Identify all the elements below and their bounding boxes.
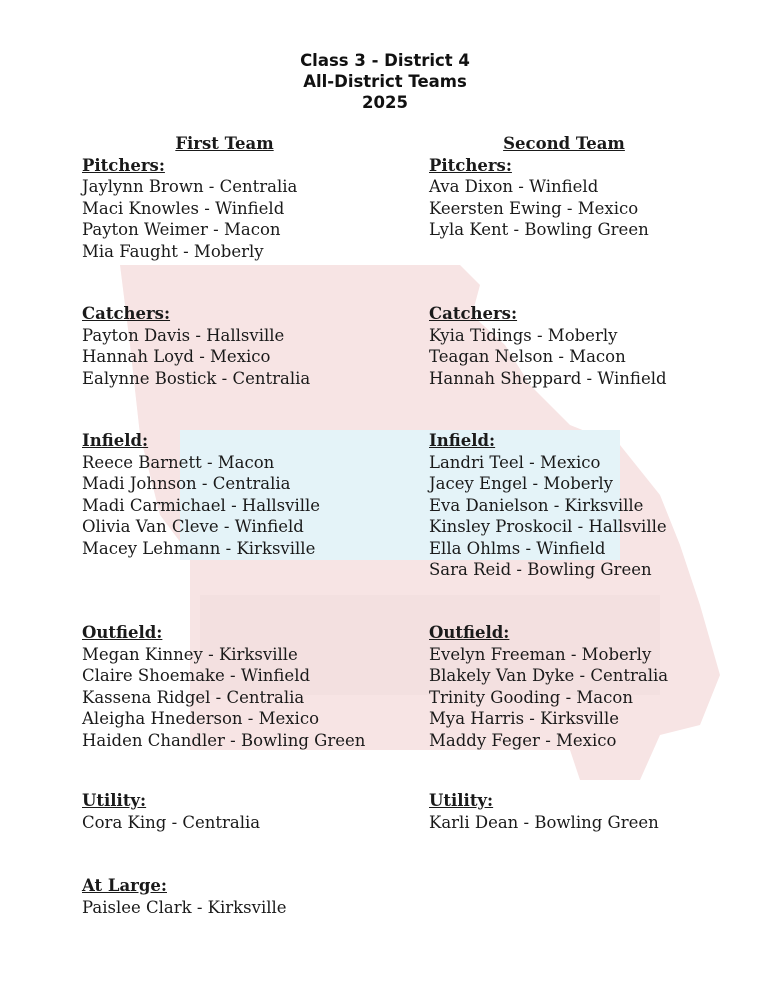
player-entry: Hannah Loyd - Mexico — [82, 347, 271, 366]
title-line-all-district: All-District Teams — [303, 72, 467, 91]
player-entry: Cora King - Centralia — [82, 812, 261, 832]
first-team-catchers — [82, 303, 310, 389]
player-entry: Evelyn Freeman - Moberly — [429, 644, 652, 664]
player-entry: Haiden Chandler - Bowling Green — [82, 730, 366, 750]
section-heading: Pitchers: — [82, 155, 165, 175]
player-entry: Teagan Nelson - Macon — [429, 347, 626, 366]
player-entry: Landri Teel - Mexico — [429, 452, 601, 472]
section-heading: Utility: — [82, 791, 147, 810]
section-heading: Utility: — [429, 791, 494, 810]
player-entry: Lyla Kent - Bowling Green — [429, 220, 649, 239]
player-entry: Olivia Van Cleve - Winfield — [82, 517, 304, 536]
second-team-outfield — [429, 622, 668, 751]
second-team-infield — [429, 430, 667, 581]
player-entry: Eva Danielson - Kirksville — [429, 495, 644, 515]
title-line-class-district: Class 3 - District 4 — [300, 51, 470, 70]
section-heading: Infield: — [82, 431, 149, 450]
player-entry: Kassena Ridgel - Centralia — [82, 687, 305, 707]
first-team-utility — [82, 790, 260, 833]
player-entry: Hannah Sheppard - Winfield — [429, 368, 667, 388]
first-team-at-large — [82, 875, 287, 918]
player-entry: Blakely Van Dyke - Centralia — [429, 666, 669, 685]
player-entry: Maddy Feger - Mexico — [429, 730, 617, 750]
player-entry: Kinsley Proskocil - Hallsville — [429, 517, 667, 536]
player-entry: Keersten Ewing - Mexico — [429, 198, 639, 218]
first-team-pitchers — [82, 155, 297, 263]
second-team-pitchers — [429, 155, 649, 241]
player-entry: Trinity Gooding - Macon — [429, 687, 633, 707]
player-entry: Karli Dean - Bowling Green — [429, 812, 659, 832]
first-team-column — [82, 133, 412, 917]
second-team-column — [429, 133, 749, 832]
player-entry: Sara Reid - Bowling Green — [429, 560, 652, 579]
title-line-year: 2025 — [362, 93, 408, 112]
player-entry: Paislee Clark - Kirksville — [82, 897, 287, 917]
player-entry: Ava Dixon - Winfield — [429, 177, 599, 196]
player-entry: Mya Harris - Kirksville — [429, 709, 619, 728]
player-entry: Aleigha Hnederson - Mexico — [82, 709, 320, 728]
section-heading: Outfield: — [429, 623, 510, 642]
section-heading: Catchers: — [82, 304, 171, 323]
second-team-catchers — [429, 303, 667, 389]
player-entry: Ealynne Bostick - Centralia — [82, 368, 311, 388]
section-heading: At Large: — [82, 876, 167, 895]
player-entry: Reece Barnett - Macon — [82, 452, 275, 472]
player-entry: Mia Faught - Moberly — [82, 241, 264, 261]
section-heading: Infield: — [429, 431, 496, 450]
player-entry: Jaylynn Brown - Centralia — [82, 177, 298, 196]
player-entry: Claire Shoemake - Winfield — [82, 666, 311, 685]
player-entry: Jacey Engel - Moberly — [429, 474, 614, 493]
second-team-heading: Second Team — [503, 134, 625, 153]
player-entry: Payton Davis - Hallsville — [82, 325, 285, 345]
player-entry: Macey Lehmann - Kirksville — [82, 538, 316, 558]
player-entry: Kyia Tidings - Moberly — [429, 325, 618, 345]
player-entry: Megan Kinney - Kirksville — [82, 644, 298, 664]
player-entry: Madi Carmichael - Hallsville — [82, 495, 321, 515]
player-entry: Maci Knowles - Winfield — [82, 198, 285, 218]
player-entry: Payton Weimer - Macon — [82, 220, 281, 239]
first-team-heading: First Team — [175, 134, 274, 153]
section-heading: Pitchers: — [429, 155, 512, 175]
player-entry: Ella Ohlms - Winfield — [429, 538, 606, 558]
first-team-infield — [82, 430, 320, 559]
section-heading: Catchers: — [429, 304, 518, 323]
player-entry: Madi Johnson - Centralia — [82, 474, 291, 493]
second-team-utility — [429, 790, 659, 833]
document-title — [0, 50, 770, 113]
section-heading: Outfield: — [82, 623, 163, 642]
first-team-outfield — [82, 622, 365, 751]
